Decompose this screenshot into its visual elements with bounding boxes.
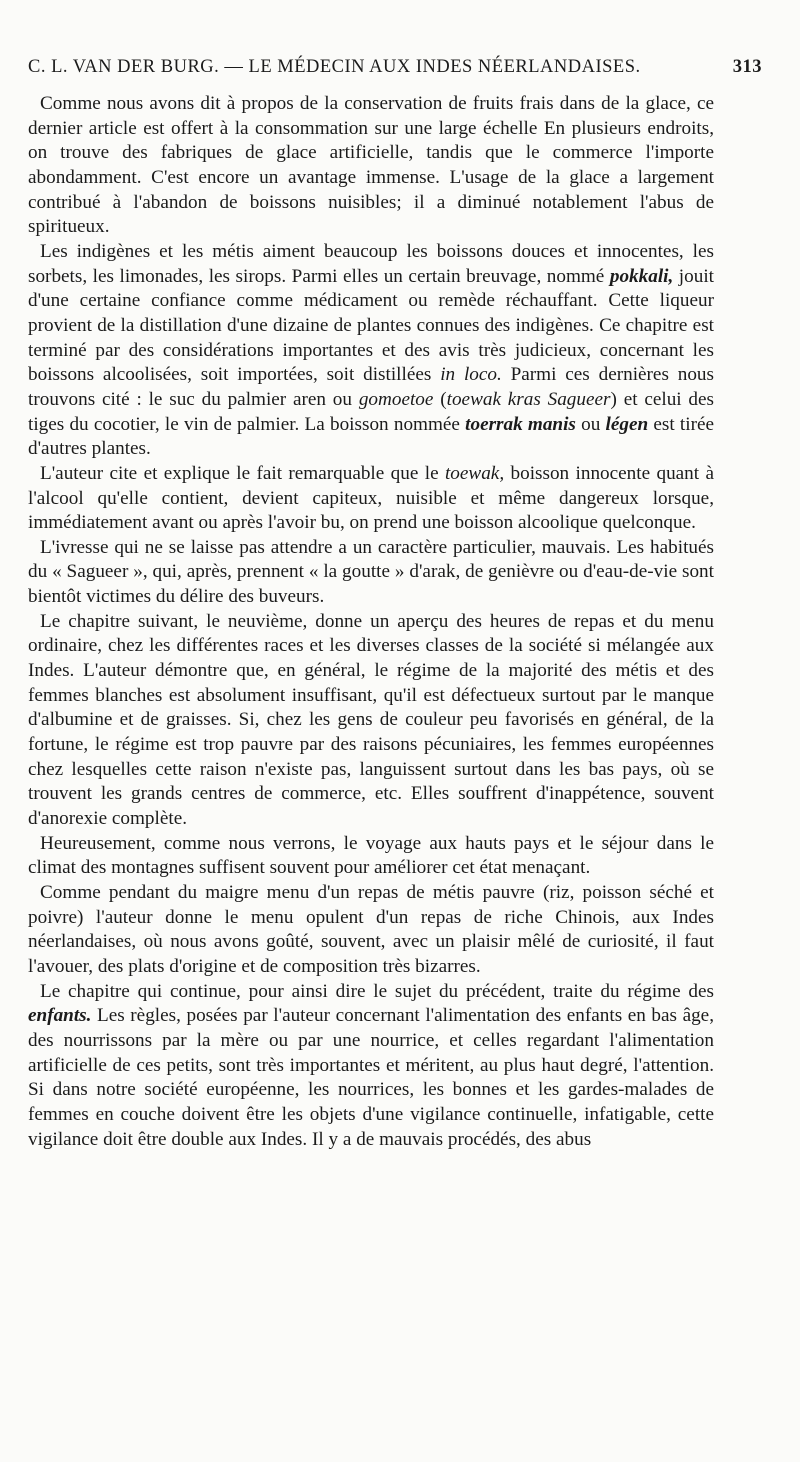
emphasis-run: légen <box>605 413 649 435</box>
text-run: Le chapitre qui continue, pour ainsi dire le sujet du précédent, traite du régime des <box>40 980 714 1002</box>
text-run: L'ivresse qui ne se laisse pas attendre a un caractère particulier, mauvais. Les habitués du « Sagueer », qui, après, prennent « la goutte » d'arak, de genièvre ou d'eau-de-vie sont bientôt victimes du délire des buveurs. <box>28 536 714 608</box>
text-run: ( <box>433 388 447 410</box>
text-run: Parmi ces dernières nous trouvons cité : le suc du palmier aren ou <box>28 364 714 410</box>
text-run: Comme nous avons dit à propos de la conservation de fruits frais dans de la glace, ce dernier article est offert à la consommation sur une large échelle En plusieurs endroits, on trouve des fabriques de glace artificielle, tandis que le commerce l'importe abondamment. C'est encore un avantage immense. L'usage de la glace a largement contribué à l'abandon de boissons nuisibles; il a diminué notablement l'abus de spiritueux. <box>28 93 714 238</box>
text-run: L'auteur cite et explique le fait remarquable que le <box>40 462 445 484</box>
running-header <box>28 57 762 87</box>
paragraph <box>28 980 714 1153</box>
emphasis-run: in loco. <box>440 364 502 386</box>
paragraph <box>28 832 714 881</box>
paragraph <box>28 536 714 610</box>
text-run: Comme pendant du maigre menu d'un repas de métis pauvre (riz, poisson séché et poivre) l'auteur donne le menu opulent d'un repas de riche Chinois, aux Indes néerlandaises, où nous avons goûté, souvent, avec un plaisir mêlé de curiosité, il faut l'avouer, des plats d'origine et de composition très bizarres. <box>28 882 714 977</box>
text-run: boisson innocente quant à l'alcool qu'elle contient, devient capiteux, nuisible et même dangereux lorsque, immédiatement avant ou après l'avoir bu, on prend une boisson alcoolique quelconque. <box>28 462 715 534</box>
emphasis-run: toerrak manis <box>465 413 576 435</box>
running-title: C. L. VAN DER BURG. — LE MÉDECIN AUX INDES NÉERLANDAISES. <box>28 57 641 77</box>
text-run: jouit d'une certaine confiance comme médicament ou remède réchauffant. Cette liqueur provient de la distillation d'une dizaine de plantes connues des indigènes. Ce chapitre est terminé par des considérations importantes et des avis très judicieux, concernant les boissons alcoolisées, soit importées, soit distillées <box>28 265 714 386</box>
text-run: Les indigènes et les métis aiment beaucoup les boissons douces et innocentes, les sorbets, les limonades, les sirops. Parmi elles un certain breuvage, nommé <box>28 240 714 287</box>
emphasis-run: enfants. <box>28 1005 92 1027</box>
text-run: Les règles, posées par l'auteur concernant l'alimentation des enfants en bas âge, des nourrissons par la mère ou par une nourrice, et celles regardant l'alimentation artificielle de ces petits, sont très importantes et méritent, au plus haut degré, l'attention. Si dans notre société européenne, les nourrices, les bonnes et les gardes-malades de femmes en couche doivent être les objets d'une vigilance continuelle, infatigable, cette vigilance doit être double aux Indes. Il y a de mauvais procédés, des abus <box>28 1005 714 1150</box>
text-run: est tirée d'autres plantes. <box>28 413 714 460</box>
page-number: 313 <box>732 57 762 77</box>
text-run: Heureusement, comme nous verrons, le voyage aux hauts pays et le séjour dans le climat des montagnes suffisent souvent pour améliorer cet état menaçant. <box>28 832 714 879</box>
paragraph <box>28 240 714 462</box>
text-run: ) et celui des tiges du cocotier, le vin de palmier. La boisson nommée <box>28 388 715 435</box>
paragraph <box>28 610 714 832</box>
emphasis-run: toewak kras Sagueer <box>446 388 611 410</box>
text-run: ou <box>575 413 606 435</box>
paragraph <box>28 92 714 240</box>
emphasis-run: gomoetoe <box>358 388 434 410</box>
emphasis-run: toewak, <box>444 462 505 484</box>
paragraph <box>28 881 714 980</box>
body-text <box>28 92 714 1152</box>
emphasis-run: pokkali, <box>609 265 674 287</box>
paragraph <box>28 462 714 536</box>
text-run: Le chapitre suivant, le neuvième, donne un aperçu des heures de repas et du menu ordinaire, chez les différentes races et les diverses classes de la société si mélangée aux Indes. L'auteur démontre que, en général, le régime de la majorité des métis et des femmes blanches est absolument insuffisant, qu'il est défectueux surtout par le manque d'albumine et de graisses. Si, chez les gens de couleur peu favorisés en général, de la fortune, le régime est trop pauvre par des raisons pécuniaires, les femmes européennes chez lesquelles cette raison n'existe pas, languissent surtout dans les bas pays, où se trouvent les grands centres de commerce, etc. Elles souffrent d'inappétence, souvent d'anorexie complète. <box>28 610 714 830</box>
